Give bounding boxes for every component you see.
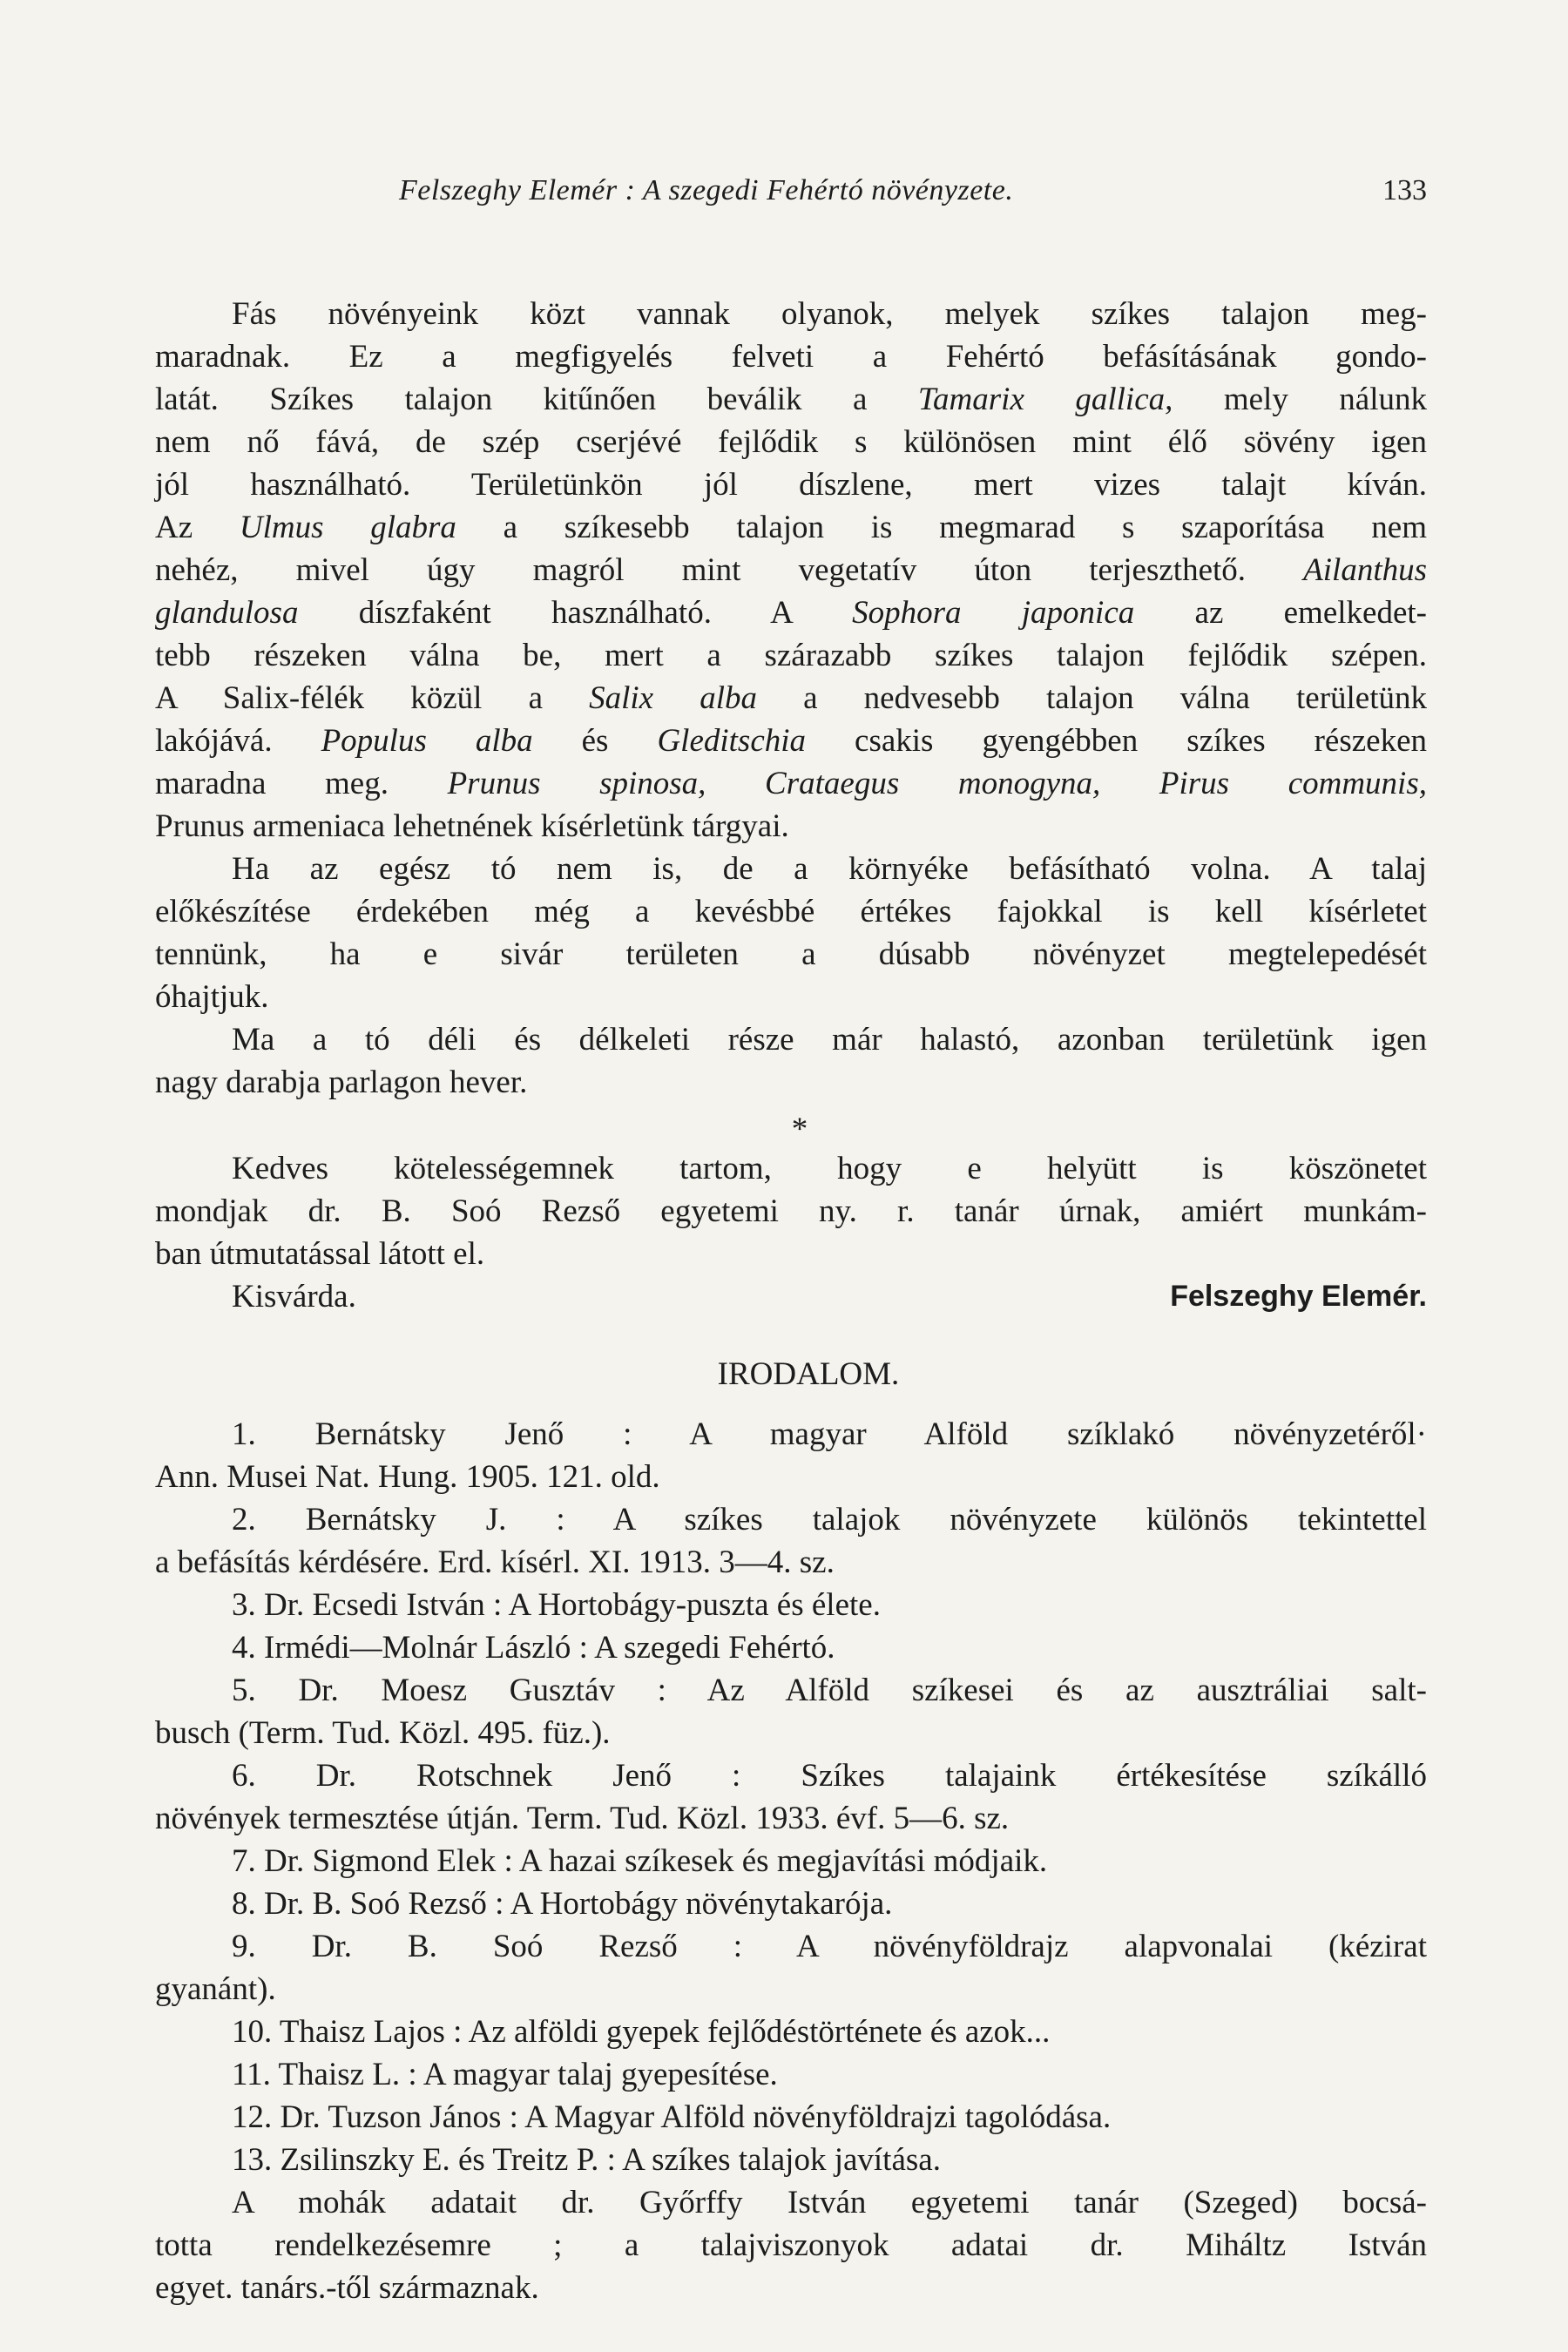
species-name: Tamarix gallica,	[917, 382, 1173, 417]
paragraph-fishpond	[155, 1018, 1427, 1104]
signature-line	[155, 1275, 1427, 1318]
reference-line: 9. Dr. B. Soó Rezső : A növényföldrajz alapvonalai (kézirat	[232, 1929, 1427, 1964]
reference-line: 11. Thaisz L. : A magyar talaj gyepesítése.	[232, 2057, 778, 2092]
reference-line: 13. Zsilinszky E. és Treitz P. : A szíkes talajok javítása.	[232, 2142, 941, 2178]
text-line: glandulosa díszfaként használható. A Sophora japonica az emelkedet-	[155, 595, 1427, 631]
text-line: tennünk, ha e sivár területen a dúsabb növényzet megtelepedését	[155, 936, 1427, 972]
reference-item	[155, 1925, 1427, 2011]
species-name: Salix alba	[589, 680, 757, 716]
text-line: Ma a tó déli és délkeleti része már halastó, azonban területünk igen	[232, 1022, 1427, 1058]
species-name: Populus alba	[321, 723, 533, 759]
reference-line: 7. Dr. Sigmond Elek : A hazai szíkesek és megjavítási módjaik.	[232, 1843, 1048, 1879]
text-line: nehéz, mivel úgy magról mint vegetatív úton terjeszthető. Ailanthus	[155, 552, 1427, 588]
text-line: A mohák adatait dr. Győrffy István egyetemi tanár (Szeged) bocsá-	[232, 2185, 1427, 2220]
text-line: mondjak dr. B. Soó Rezső egyetemi ny. r. tanár úrnak, amiért munkám-	[155, 1193, 1427, 1229]
reference-line: növények termesztése útján. Term. Tud. Közl. 1933. évf. 5—6. sz.	[155, 1801, 1010, 1836]
references-list	[155, 1413, 1427, 2181]
reference-item	[155, 2139, 1427, 2181]
text-line: Ha az egész tó nem is, de a környéke befásítható volna. A talaj	[232, 851, 1427, 887]
text-line: Az Ulmus glabra a szíkesebb talajon is megmarad s szaporítása nem	[155, 510, 1427, 545]
reference-line: 3. Dr. Ecsedi István : A Hortobágy-puszta és élete.	[232, 1587, 881, 1623]
species-name: Ulmus glabra	[239, 510, 456, 545]
reference-item	[155, 1754, 1427, 1840]
reference-line: 4. Irmédi—Molnár László : A szegedi Fehértó.	[232, 1630, 835, 1666]
text-line: maradna meg. Prunus spinosa, Crataegus monogyna, Pirus communis,	[155, 766, 1427, 801]
running-header	[155, 174, 1427, 226]
reference-line: gyanánt).	[155, 1971, 276, 2007]
acknowledgement	[155, 1147, 1427, 1275]
paragraph-soil-prep	[155, 848, 1427, 1018]
text-line: Kedves kötelességemnek tartom, hogy e helyütt is köszönetet	[232, 1151, 1427, 1186]
reference-item	[155, 2011, 1427, 2053]
text-line: előkészítése érdekében még a kevésbbé értékes fajokkal is kell kísérletet	[155, 894, 1427, 929]
closing-note	[155, 2181, 1427, 2309]
reference-item	[155, 2053, 1427, 2096]
reference-item	[155, 1669, 1427, 1754]
reference-line: 1. Bernátsky Jenő : A magyar Alföld szíklakó növényzetéről·	[232, 1416, 1427, 1452]
text-line: nem nő fává, de szép cserjévé fejlődik s különösen mint élő sövény igen	[155, 424, 1427, 460]
reference-line: Ann. Musei Nat. Hung. 1905. 121. old.	[155, 1459, 660, 1495]
text-line: Fás növényeink közt vannak olyanok, melyek szíkes talajon meg-	[232, 296, 1427, 332]
text-line: latát. Szíkes talajon kitűnően beválik a Tamarix gallica, mely nálunk	[155, 382, 1428, 417]
reference-item	[155, 2096, 1427, 2139]
text-line: egyet. tanárs.-től származnak.	[155, 2270, 539, 2306]
reference-line: busch (Term. Tud. Közl. 495. füz.).	[155, 1715, 611, 1751]
paragraph-trees	[155, 293, 1427, 848]
reference-item	[155, 1882, 1427, 1925]
text-line: nagy darabja parlagon hever.	[155, 1064, 528, 1100]
page-number: 133	[1382, 174, 1427, 206]
text-line: totta rendelkezésemre ; a talajviszonyok adatai dr. Miháltz István	[155, 2227, 1427, 2263]
reference-item	[155, 1584, 1427, 1626]
species-name: Sophora japonica	[852, 595, 1135, 631]
reference-line: 2. Bernátsky J. : A szíkes talajok növényzete különös tekintettel	[232, 1502, 1427, 1538]
text-line: maradnak. Ez a megfigyelés felveti a Fehértó befásításának gondo-	[155, 339, 1427, 375]
text-line: óhajtjuk.	[155, 979, 269, 1015]
reference-line: 12. Dr. Tuzson János : A Magyar Alföld növényföldrajzi tagolódása.	[232, 2099, 1112, 2135]
text-line: A Salix-félék közül a Salix alba a nedvesebb talajon válna területünk	[155, 680, 1427, 716]
species-name: Prunus spinosa, Crataegus monogyna, Pirus communis,	[447, 766, 1427, 801]
reference-line: 6. Dr. Rotschnek Jenő : Szíkes talajaink értékesítése szíkálló	[232, 1758, 1427, 1794]
text-line: Prunus armeniaca lehetnének kísérletünk tárgyai.	[155, 808, 789, 844]
reference-line: 10. Thaisz Lajos : Az alföldi gyepek fejlődéstörténete és azok...	[232, 2014, 1051, 2050]
article-body	[155, 293, 1427, 2309]
signature-author: Felszeghy Elemér.	[1170, 1280, 1427, 1313]
reference-item	[155, 1626, 1427, 1669]
text-line: jól használható. Területünkön jól díszlene, mert vizes talajt kíván.	[155, 467, 1427, 503]
species-name: glandulosa	[155, 595, 299, 631]
signature-place: Kisvárda.	[232, 1279, 356, 1315]
reference-line: 5. Dr. Moesz Gusztáv : Az Alföld szíkesei és az ausztráliai salt-	[232, 1673, 1427, 1708]
reference-line: 8. Dr. B. Soó Rezső : A Hortobágy növénytakarója.	[232, 1886, 893, 1922]
species-name: Ailanthus	[1303, 552, 1427, 588]
species-name: Gleditschia	[657, 723, 807, 759]
reference-line: a befásítás kérdésére. Erd. kísérl. XI. 1913. 3—4. sz.	[155, 1544, 835, 1580]
text-line: tebb részeken válna be, mert a szárazabb szíkes talajon fejlődik szépen.	[155, 638, 1427, 673]
reference-item	[155, 1498, 1427, 1584]
text-line: lakójává. Populus alba és Gleditschia csakis gyengébben szíkes részeken	[155, 723, 1428, 759]
reference-item	[155, 1840, 1427, 1882]
running-title: Felszeghy Elemér : A szegedi Fehértó növényzete.	[399, 174, 1014, 206]
section-separator: *	[791, 1112, 808, 1147]
text-line: ban útmutatással látott el.	[155, 1236, 485, 1272]
reference-item	[155, 1413, 1427, 1498]
references-heading: IRODALOM.	[717, 1356, 900, 1392]
